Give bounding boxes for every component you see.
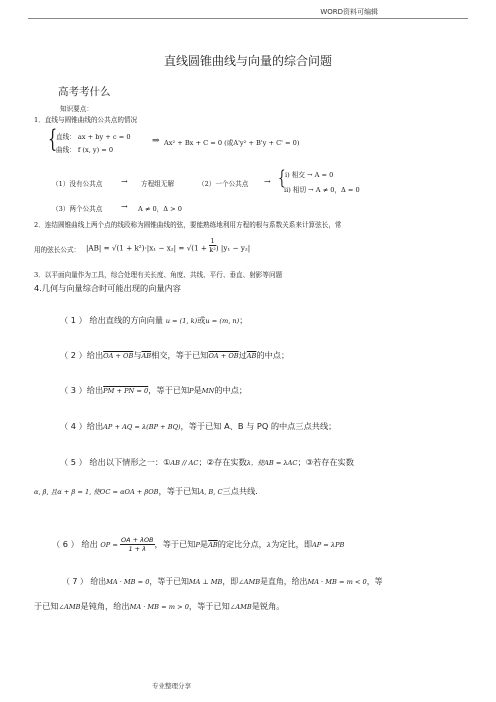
item1-label: 1．直线与圆锥曲线的公共点的情况	[34, 116, 138, 124]
v7-line2-mid1: 是钝角，给出	[80, 601, 130, 611]
vector-item-5-line-2	[34, 486, 258, 497]
vector-item-2	[60, 350, 289, 361]
case3-arrow: →	[121, 202, 128, 211]
v2-post: 的中点；	[256, 350, 290, 360]
v6-math-1: P	[195, 541, 200, 549]
v2-math-3: OA + OB	[208, 352, 239, 360]
case2-brace: {	[278, 165, 286, 189]
v7-math-3: ∠AMB	[238, 578, 261, 586]
v4-math-1: AP + AQ = λ(BP + BQ)	[103, 423, 181, 431]
v7-line2-math-1: ∠AMB	[58, 603, 81, 611]
system-brace: {	[48, 125, 58, 153]
v3-math-3: MN	[201, 387, 215, 395]
v6-math-2: $\overline{AB}$	[208, 541, 218, 549]
v7-mid1: ，等于已知	[149, 577, 189, 586]
quadratic-result: Ax² + Bx + C = 0 (或A'y² + B'y + C' = 0)	[164, 139, 300, 147]
chord-frac-den: k²	[209, 246, 216, 254]
v4-pre: （ 4 ）给出	[60, 421, 104, 431]
v5-mid2: ；③若存在实数	[297, 457, 354, 467]
chord-formula-sqrt-close: )	[215, 243, 219, 253]
v1-post: ；	[239, 315, 248, 325]
chord-formula-part-b: |y₁ − y₂|	[220, 243, 251, 253]
page-header: WORD资料可编辑	[320, 8, 378, 16]
system-line-1: 直线： ax + by + c = 0	[56, 133, 131, 141]
item2-line-2-prefix: 用的弦长公式：	[34, 246, 81, 254]
v1-math-1: u = (1, k)	[165, 317, 198, 325]
vector-item-3	[60, 385, 247, 396]
v7-line2-mid2: ，等于已知	[188, 601, 230, 611]
case1-text: 方程组无解	[141, 180, 174, 188]
item2-line-1: 2．连结圆锥曲线上两个点的线段称为圆锥曲线的弦，要能熟练地利用方程的根与系数关系来计算弦长，常	[34, 221, 342, 229]
vector-item-4	[60, 421, 336, 432]
vector-item-1	[60, 315, 247, 326]
vector-item-6	[52, 536, 344, 553]
page-footer: 专业整理分享	[152, 682, 191, 690]
v5-line2-math-2: A, B, C	[199, 488, 223, 496]
v7-post1: ，等	[366, 577, 383, 586]
v5-math-1: AB // AC	[170, 459, 199, 467]
chord-length-formula	[86, 237, 251, 254]
header-rule	[28, 18, 468, 19]
v7-mid3: 是直角，给出	[260, 577, 308, 586]
knowledge-label: 知识要点：	[60, 105, 93, 113]
item3-text: 3．以平面向量作为工具，综合处理有关长度、角度、共线、平行、垂直、射影等问题	[34, 271, 283, 279]
vector-item-5-line-1	[60, 457, 354, 468]
v6-frac-num: OA + λOB	[120, 536, 154, 544]
v6-frac-den: 1 + λ	[128, 545, 147, 553]
v7-line2-pre: 于已知	[34, 601, 59, 611]
v2-math-4: $\overline{AB}$	[246, 352, 257, 360]
v7-line2-math-3: ∠AMB	[229, 603, 252, 611]
v5-pre: （ 5 ） 给出以下情形之一：①	[60, 457, 171, 467]
v2-mid2: 相交，等于已知	[151, 350, 209, 360]
v2-mid1: 与	[133, 350, 142, 360]
case2-arrow: →	[264, 177, 271, 186]
v7-mid2: ，即	[222, 577, 239, 586]
v3-math-2: P	[189, 387, 194, 395]
v6-pre: （ 6 ） 给出	[52, 539, 98, 549]
v5-mid1: ；②存在实数	[198, 457, 247, 467]
chord-frac-num: 1	[210, 237, 215, 245]
vector-item-7-line-2	[34, 601, 285, 612]
v3-pre: （ 3 ）给出	[60, 385, 104, 395]
v7-math-1: MA · MB = 0	[106, 578, 150, 586]
v5-line2-math: α, β, 且α + β = 1, 使OC = αOA + βOB	[34, 488, 159, 496]
v2-pre: （ 2 ）给出	[60, 350, 104, 360]
v2-mid3: 过	[238, 350, 247, 360]
v3-post: 的中点；	[214, 385, 248, 395]
implies-arrow: ⇒	[152, 136, 160, 146]
v1-pre: （ 1 ） 给出直线的方向向量	[60, 315, 164, 325]
case2-label: （2）一个公共点	[198, 180, 249, 188]
v1-mid: 或	[197, 315, 206, 325]
v7-math-2: MA ⊥ MB	[188, 578, 223, 586]
v4-post: ，等于已知 A、B 与 PQ 的中点三点共线；	[180, 421, 337, 431]
page-title: 直线圆锥曲线与向量的综合问题	[163, 54, 332, 68]
v1-math-2: u = (m, n)	[205, 317, 240, 325]
system-line-2: 曲线： f (x, y) = 0	[56, 146, 114, 154]
case1-arrow: →	[121, 177, 128, 186]
v5-line2-mid: ，等于已知	[158, 486, 200, 496]
v7-line2-math-2: MA · MB = m > 0	[129, 603, 189, 611]
v6-math-3: λ	[266, 541, 272, 549]
v2-math-2: $\overline{AB}$	[141, 352, 152, 360]
v6-mid4: 为定比，即	[271, 539, 313, 549]
v7-pre: （ 7 ） 给出	[62, 577, 107, 586]
v2-math-1: OA + OB	[103, 352, 134, 360]
v6-mid1: ，等于已知	[154, 539, 196, 549]
case3-label: （3）两个公共点	[52, 205, 103, 213]
v6-math-4: AP = λPB	[312, 541, 345, 549]
v7-line2-post: 是锐角。	[251, 601, 285, 611]
item4-heading: 4.几何与向量综合时可能出现的向量内容	[34, 283, 181, 293]
v3-mid2: 是	[193, 385, 202, 395]
case2-intersect: i) 相交 → A = 0	[285, 171, 334, 179]
case1-label: （1）没有公共点	[52, 180, 103, 188]
v5-math-2: λ，使AB = λAC	[246, 459, 298, 467]
case3-text: A ≠ 0，Δ > 0	[138, 205, 182, 213]
section-title: 高考考什么	[58, 86, 111, 98]
v6-mid2: 是	[199, 539, 209, 549]
vector-item-7-line-1	[62, 576, 383, 587]
chord-formula-sqrt-open: √(1 +	[186, 243, 210, 253]
v6-mid3: 的定比分点，	[217, 539, 267, 549]
v6-lhs: OP =	[100, 541, 120, 549]
v3-math-1: PM + PN = 0	[103, 387, 149, 395]
case2-tangent: ii) 相切 → A ≠ 0，Δ = 0	[284, 186, 360, 194]
v3-mid: ，等于已知	[148, 385, 190, 395]
chord-formula-part-a: |AB| = √(1 + k²)·|x₁ − x₂| =	[86, 243, 187, 253]
v7-math-4: MA · MB = m < 0	[307, 578, 367, 586]
v5-line2-post: 三点共线.	[222, 486, 258, 496]
